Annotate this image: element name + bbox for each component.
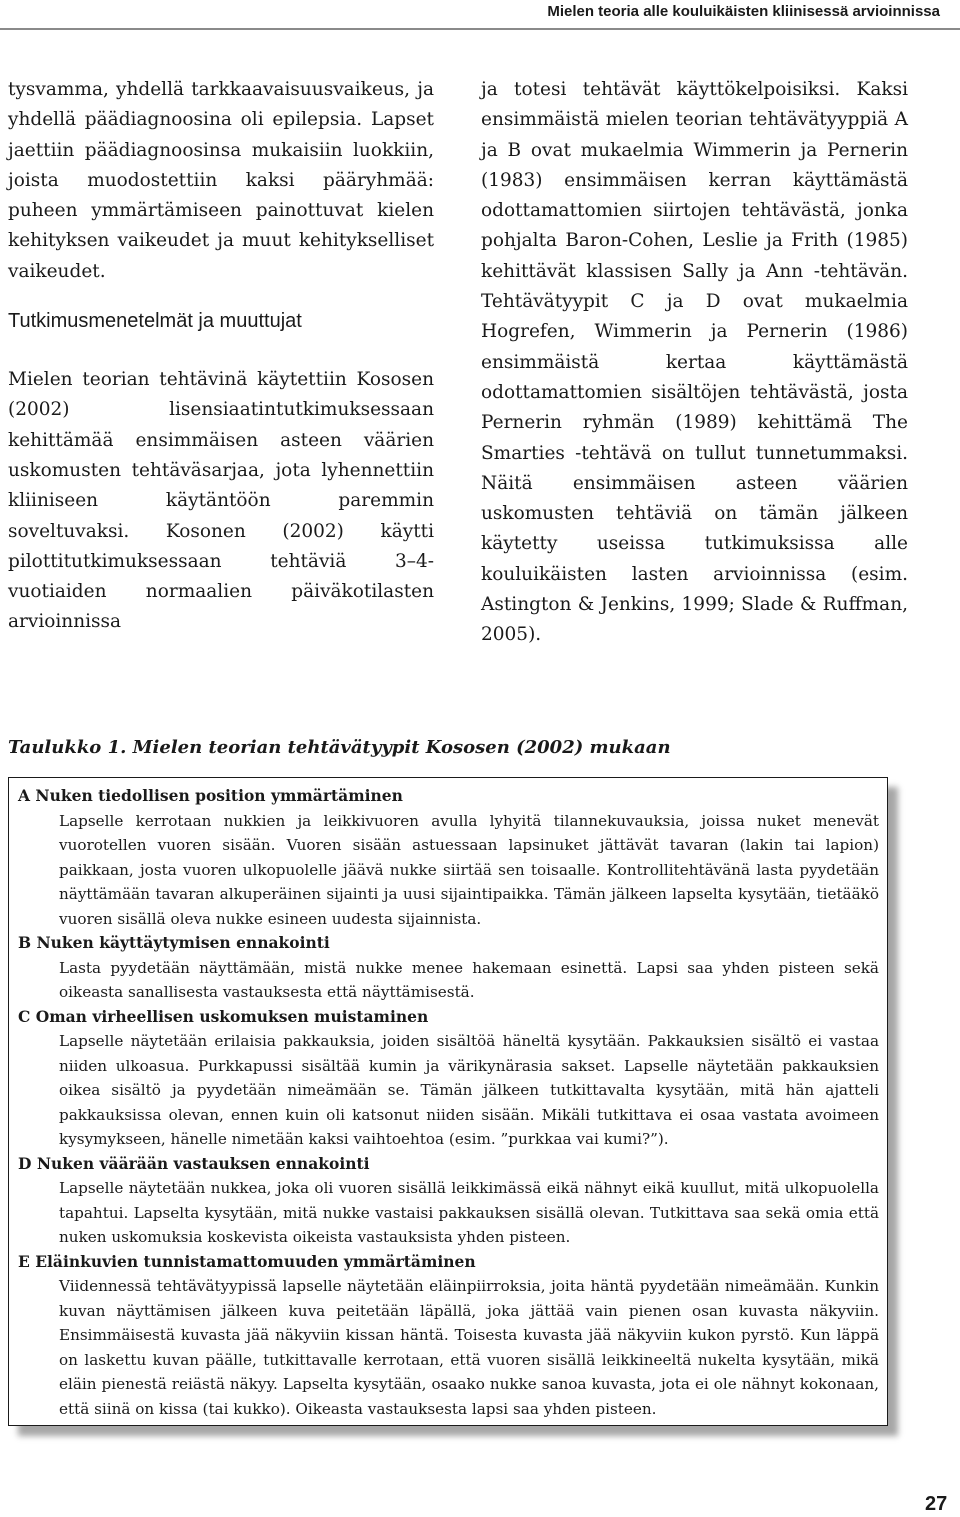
task-description: Lapselle kerrotaan nukkien ja leikkivuoren avulla lyhyitä tilannekuvauksia, joissa nuket menevät vuorotellen vuoren sisään. Vuoren sisään astuessaan lapsinuket jättävät tavaran (lakin tai lapion) paikkaan, josta vuoren ulkopuolelle jäävä nukke siirtää sen toisaalle. Kontrollitehtävänä lasta pyydetään näyttämään tavaran alkuperäinen sijainti ja uusi sijaintipaikka. Tämän jälkeen lapselta kysytään, tietääkö vuoren sisällä oleva nukke esineen uudesta sijainnista.: [59, 811, 879, 928]
right-paragraph-1: ja totesi tehtävät käyttökelpoisiksi. Kaksi ensimmäistä mielen teorian tehtävätyyppiä A ja B ovat mukaelmia Wimmerin ja Pernerin (1983) ensimmäisen kerran käyttämästä odottamattomien siirtojen tehtävästä, jonka pohjalta Baron-Cohen, Leslie ja Frith (1985) kehittävät klassisen Sally ja Ann -tehtävän. Tehtävätyypit C ja D ovat mukaelmia Hogrefen, Wimmerin ja Pernerin (1986) ensimmäistä kertaa käyttämästä odottamattomien sisältöjen tehtävästä, josta Pernerin ryhmän (1989) kehittämä The Smarties -tehtävä on tullut tunnetummaksi. Näitä ensimmäisen asteen väärien uskomusten tehtäviä on tämän jälkeen käytetty useissa tutkimuksissa alle kouluikäisten lasten arvioinnissa (esim. Astington & Jenkins, 1999; Slade & Ruffman, 2005).: [481, 79, 908, 646]
table-box: [8, 777, 888, 1426]
task-title: E Eläinkuvien tunnistamattomuuden ymmärtäminen: [18, 1251, 476, 1271]
task-c: [18, 1005, 879, 1152]
task-b: [18, 931, 879, 1005]
task-description: Lapselle näytetään nukkea, joka oli vuoren sisällä leikkimässä eikä nähnyt eikä kuullut, mitä ulkopuolella tapahtui. Lapselta kysytään, mitä nukke vastaisi pakkauksen sisällä olevan. Tutkittava saa sekä omia että nuken uskomuksia koskevista oikeista vastauksista yhden pisteen.: [59, 1179, 879, 1246]
header-rule: [0, 28, 960, 30]
right-column: [481, 75, 908, 651]
left-column: [8, 75, 434, 638]
left-paragraph-1: tysvamma, yhdellä tarkkaavaisuusvaikeus, ja yhdellä päädiagnoosina oli epilepsia. Lapset jaettiin päädiagnoosinsa mukaisiin luokkiin, joista muodostettiin kaksi pääryhmää: puheen ymmärtämiseen painottuvat kielen kehityksen vaikeudet ja muut kehitykselliset vaikeudet.: [8, 79, 434, 282]
task-title: A Nuken tiedollisen position ymmärtäminen: [18, 786, 403, 805]
task-description: Viidennessä tehtävätyypissä lapselle näytetään eläinpiirroksia, joita häntä pyydetään nimeämään. Kunkin kuvan näyttämisen jälkeen kuva peitetään läpällä, joka jättää vain pienen osan kuvasta näkyviin. Ensimmäisestä kuvasta jää näkyviin kissan häntä. Toisesta kuvasta jää näkyviin kukon pyrstö. Kun läppä on laskettu kuvan päälle, tutkittavalle kerrotaan, että vuoren sisällä leikkineeltä nukelta kysytään, mikä eläin pienestä reiästä näkyy. Lapselta kysytään, osaako nukke sanoa kuvasta, jota ei ole nähnyt kokonaan, että siinä on kissa (tai kukko). Oikeasta vastauksesta lapsi saa yhden pisteen.: [59, 1277, 879, 1418]
table-caption: Taulukko 1. Mielen teorian tehtävätyypit Kososen (2002) mukaan: [8, 737, 671, 758]
task-title: D Nuken väärään vastauksen ennakointi: [18, 1153, 370, 1173]
task-title: B Nuken käyttäytymisen ennakointi: [18, 933, 330, 952]
task-description: Lapselle näytetään erilaisia pakkauksia, joiden sisältöä häneltä kysytään. Pakkauksien sisältö ei vastaa niiden ulkoasua. Purkkapussi sisältää kumin ja värikynärasia sakset. Lapselle näytetään pakkauksien oikea sisältö ja pyydetään nimeämään se. Tämän jälkeen tutkittavalta kysytään, mitä hän ajatteli pakkauksissa olevan, ennen kuin oli katsonut niiden sisään. Mikäli tutkittava ei osaa vastata avoimeen kysymykseen, hänelle nimetään kaksi vaihtoehtoa (esim. ”purkkaa vai kumi?”).: [59, 1032, 879, 1148]
task-title: C Oman virheellisen uskomuksen muistaminen: [18, 1006, 429, 1026]
task-e: [18, 1250, 879, 1422]
task-a: [18, 784, 879, 931]
task-d: [18, 1152, 879, 1250]
task-description: Lasta pyydetään näyttämään, mistä nukke menee hakemaan esinettä. Lapsi saa yhden pisteen sekä oikeasta sanallisesta vastauksesta että näyttämisestä.: [59, 958, 879, 1001]
section-heading: Tutkimusmenetelmät ja muuttujat: [8, 310, 302, 333]
running-header: Mielen teoria alle kouluikäisten kliinisessä arvioinnissa: [547, 3, 940, 20]
left-paragraph-2: Mielen teorian tehtävinä käytettiin Kososen (2002) lisensiaatintutkimuksessaan kehittämää ensimmäisen asteen väärien uskomusten tehtäväsarjaa, jota lyhennettiin kliiniseen käytäntöön paremmin soveltuvaksi. Kosonen (2002) käytti pilottitutkimuksessaan tehtäviä 3–4-vuotiaiden normaalien päiväkotilasten arvioinnissa: [8, 369, 434, 633]
page-number: 27: [925, 1493, 948, 1515]
